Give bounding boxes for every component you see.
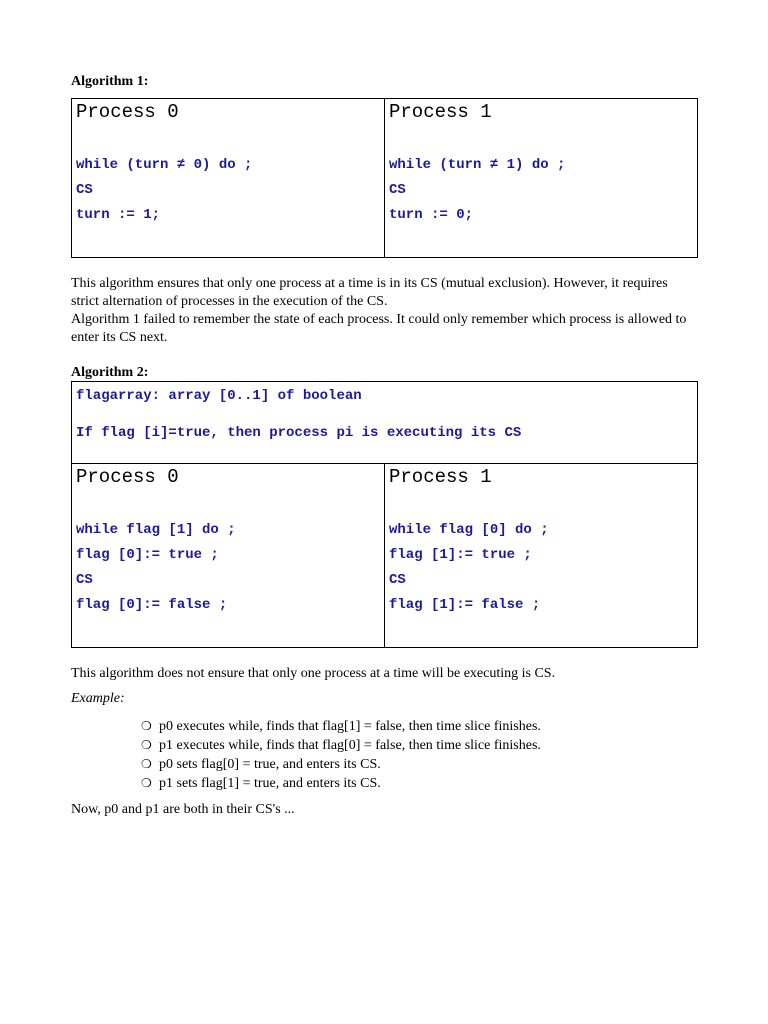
circle-bullet-icon: ❍ — [141, 757, 152, 771]
code-line: CS — [389, 182, 406, 198]
algorithm-1-heading: Algorithm 1: — [71, 74, 149, 89]
circle-bullet-icon: ❍ — [141, 738, 152, 752]
list-item-text: p1 executes while, finds that flag[0] = false, then time slice finishes. — [159, 738, 541, 753]
description-paragraph: This algorithm ensures that only one process at a time is in its CS (mutual exclusion). However, it requires strict alternation of processes in the execution of the CS. — [71, 276, 668, 309]
algorithm-1-process-1-cell — [385, 99, 698, 258]
code-line: while (turn ≠ 1) do ; — [389, 157, 566, 173]
list-item — [141, 755, 541, 774]
circle-bullet-icon: ❍ — [141, 719, 152, 733]
process-0-title: Process 0 — [76, 466, 179, 488]
code-line: flag [0]:= true ; — [76, 547, 219, 563]
code-line: flagarray: array [0..1] of boolean — [76, 388, 362, 404]
description-paragraph: Algorithm 1 failed to remember the state of each process. It could only remember which process is allowed to enter its CS next. — [71, 312, 687, 345]
code-line: CS — [389, 572, 406, 588]
list-item-text: p0 sets flag[0] = true, and enters its CS. — [159, 757, 381, 772]
conclusion-text: Now, p0 and p1 are both in their CS's ... — [71, 802, 295, 817]
algorithm-2-process-1-cell — [385, 464, 698, 648]
algorithm-2-declaration-cell — [72, 382, 698, 464]
code-line: flag [1]:= false ; — [389, 597, 541, 613]
list-item-text: p0 executes while, finds that flag[1] = false, then time slice finishes. — [159, 719, 541, 734]
code-line: while (turn ≠ 0) do ; — [76, 157, 253, 173]
code-line: CS — [76, 572, 93, 588]
code-line: flag [0]:= false ; — [76, 597, 228, 613]
algorithm-1-process-0-cell — [72, 99, 385, 258]
algorithm-2-process-0-cell — [72, 464, 385, 648]
algorithm-1-description — [71, 275, 698, 347]
code-line: flag [1]:= true ; — [389, 547, 532, 563]
code-line: If flag [i]=true, then process pi is executing its CS — [76, 425, 522, 441]
code-line: CS — [76, 182, 93, 198]
algorithm-2-heading: Algorithm 2: — [71, 365, 149, 380]
example-label: Example: — [71, 691, 125, 706]
list-item — [141, 736, 541, 755]
code-line: turn := 0; — [389, 207, 474, 223]
list-item-text: p1 sets flag[1] = true, and enters its CS. — [159, 776, 381, 791]
algorithm-2-table — [71, 381, 698, 648]
code-line: turn := 1; — [76, 207, 161, 223]
process-1-title: Process 1 — [389, 101, 492, 123]
circle-bullet-icon: ❍ — [141, 776, 152, 790]
example-list — [141, 717, 541, 793]
algorithm-1-table — [71, 98, 698, 258]
process-0-title: Process 0 — [76, 101, 179, 123]
list-item — [141, 717, 541, 736]
process-1-title: Process 1 — [389, 466, 492, 488]
code-line: while flag [1] do ; — [76, 522, 236, 538]
list-item — [141, 774, 541, 793]
algorithm-2-description: This algorithm does not ensure that only one process at a time will be executing is CS. — [71, 666, 556, 681]
code-line: while flag [0] do ; — [389, 522, 549, 538]
